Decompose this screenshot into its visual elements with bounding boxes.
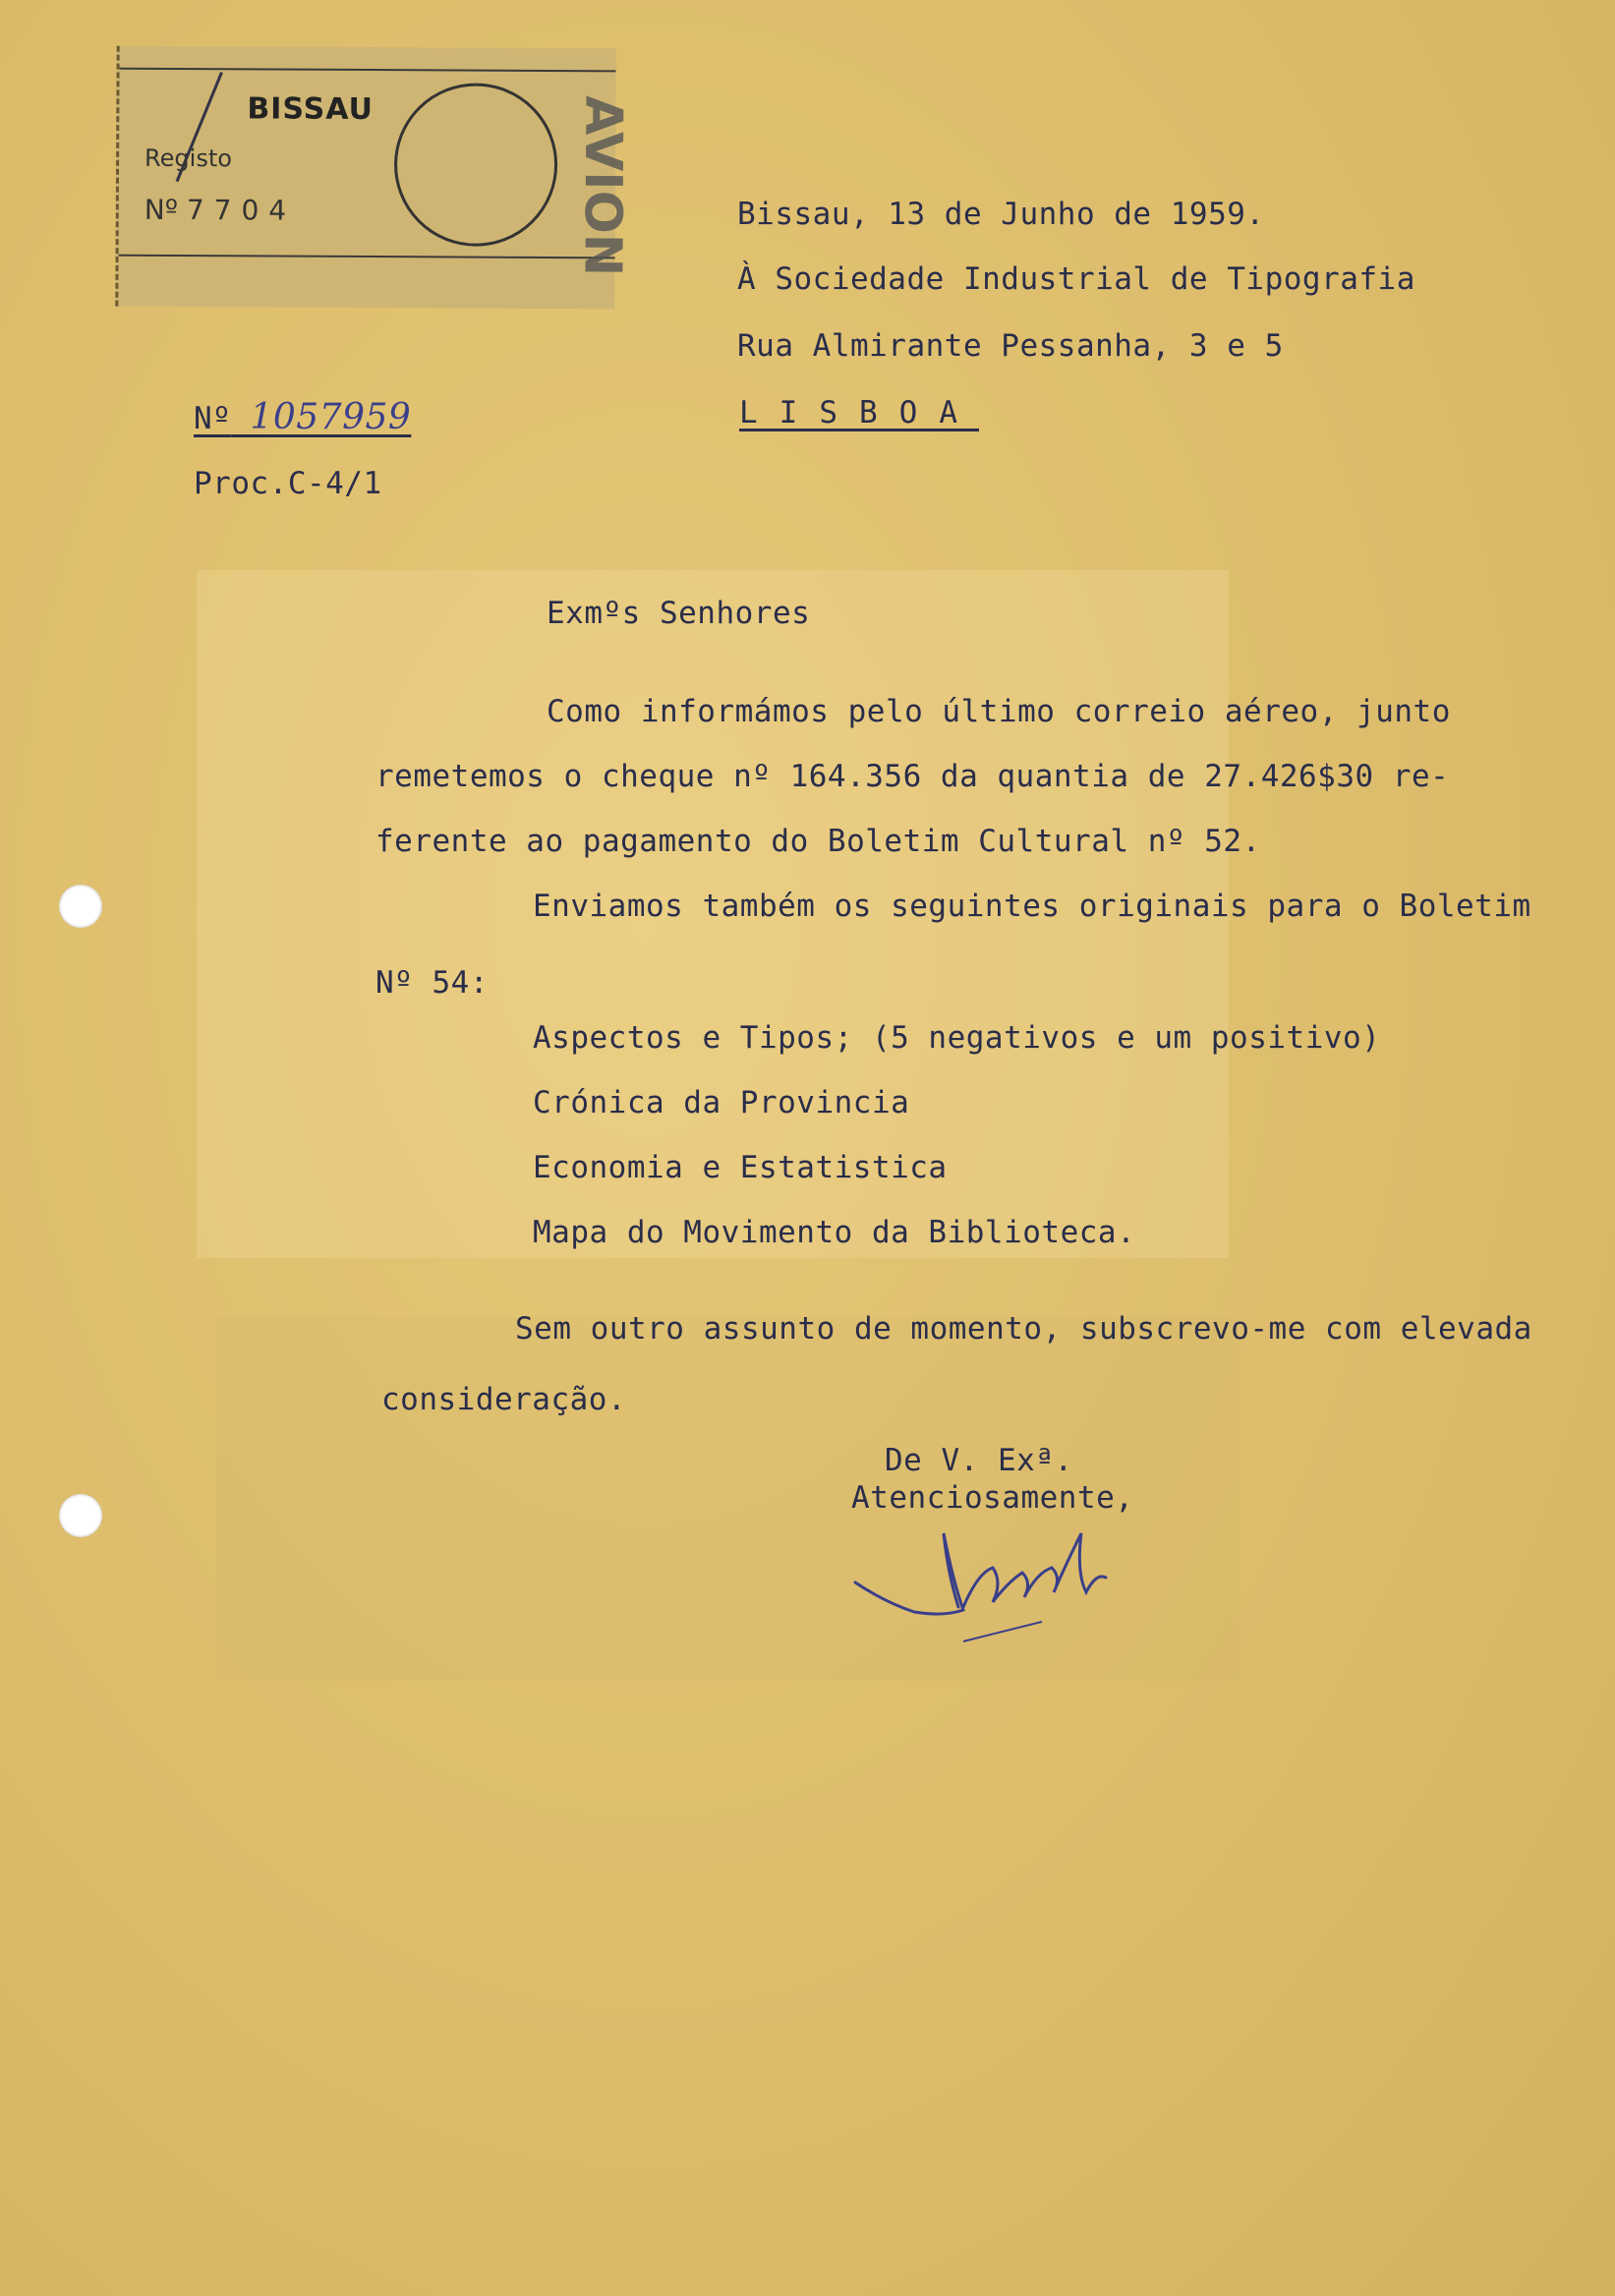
- stamp-registo-label: Registo: [144, 144, 233, 173]
- closing-line-1: De V. Exª.: [885, 1443, 1073, 1478]
- reference-number-value: 1057959: [250, 397, 412, 437]
- signature: [845, 1514, 1160, 1651]
- stamp-number: [144, 194, 296, 227]
- registration-stamp: [115, 46, 633, 310]
- stamp-number-value: 7704: [186, 194, 297, 227]
- recipient-address: Rua Almirante Pessanha, 3 e 5: [737, 328, 1284, 364]
- list-item: Mapa do Movimento da Biblioteca.: [533, 1215, 1136, 1250]
- date-line: Bissau, 13 de Junho de 1959.: [737, 197, 1265, 232]
- paragraph-1-line-1: Como informámos pelo último correio aéreo, junto: [547, 694, 1451, 729]
- punch-hole: [59, 885, 102, 928]
- signature-stroke: [855, 1533, 1106, 1614]
- salutation: Exmºs Senhores: [547, 596, 811, 631]
- recipient-name: À Sociedade Industrial de Tipografia: [737, 261, 1415, 297]
- process-reference: Proc.C-4/1: [194, 466, 382, 501]
- paragraph-2-line-1: Enviamos também os seguintes originais para o Boletim: [533, 889, 1531, 924]
- stamp-city: BISSAU: [247, 91, 375, 128]
- signature-underline: [963, 1622, 1042, 1641]
- list-item: Economia e Estatistica: [533, 1150, 948, 1185]
- stamp-rule: [119, 255, 615, 259]
- punch-hole: [59, 1494, 102, 1537]
- paragraph-3-line-2: consideração.: [381, 1382, 627, 1417]
- paragraph-2-line-2: Nº 54:: [375, 965, 489, 1001]
- airmail-mark: AVION: [572, 95, 633, 277]
- closing-line-2: Atenciosamente,: [851, 1480, 1134, 1516]
- paragraph-3-line-1: Sem outro assunto de momento, subscrevo-me com elevada: [515, 1311, 1532, 1347]
- reference-number-label: Nº: [194, 401, 232, 436]
- paragraph-1-line-2: remetemos o cheque nº 164.356 da quantia de 27.426$30 re-: [375, 759, 1450, 794]
- postmark-circle: [394, 83, 558, 247]
- stamp-rule: [120, 68, 616, 73]
- stamp-number-label: Nº: [144, 193, 179, 226]
- recipient-city: LISBOA: [739, 395, 979, 430]
- list-item: Crónica da Provincia: [533, 1085, 910, 1120]
- list-item: Aspectos e Tipos; (5 negativos e um positivo): [533, 1020, 1381, 1056]
- reference-number: [194, 397, 411, 437]
- paragraph-1-line-3: ferente ao pagamento do Boletim Cultural nº 52.: [375, 824, 1261, 859]
